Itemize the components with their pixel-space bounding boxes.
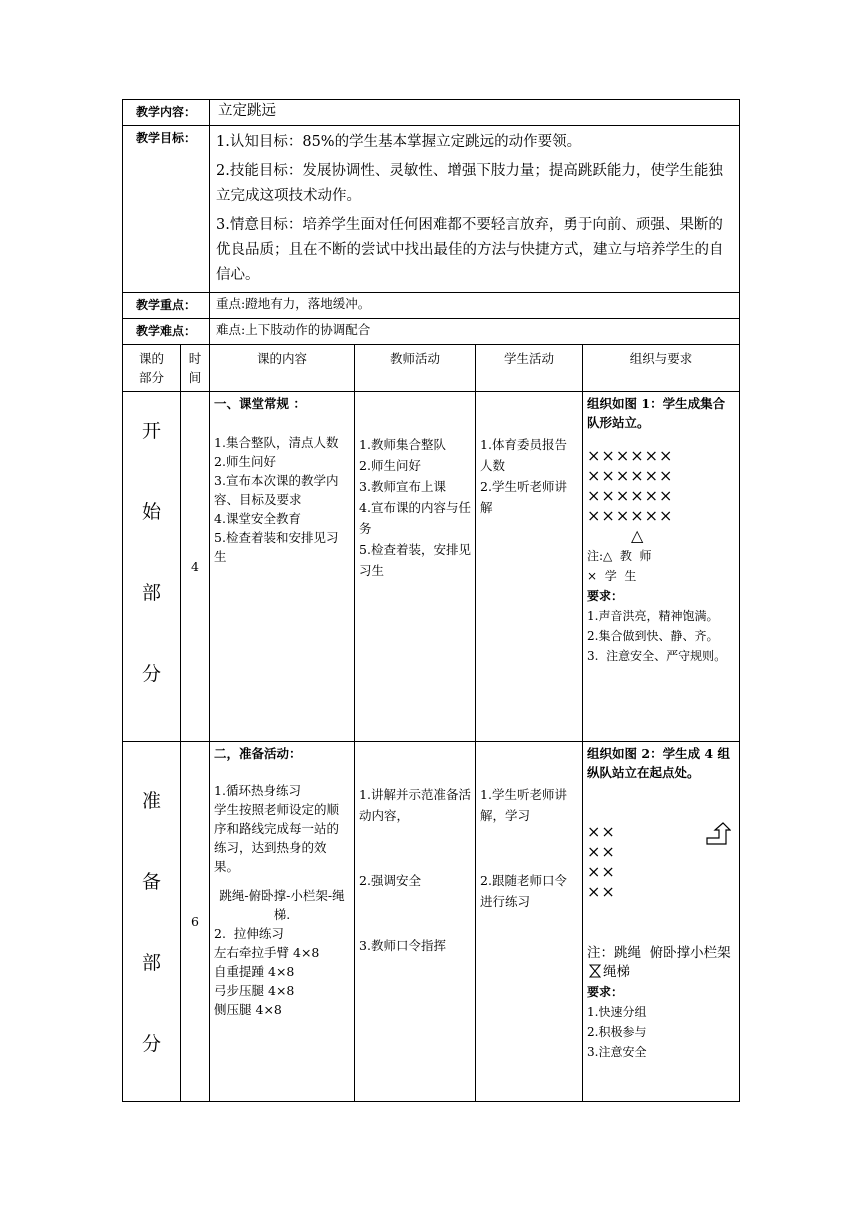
- column-formation-diagram: [587, 822, 735, 902]
- teacher-item: 2.师生问好: [359, 458, 421, 473]
- section-char: 开: [141, 420, 161, 442]
- legend-line: × 学 生: [587, 569, 637, 583]
- header-time-line: 间: [188, 370, 202, 385]
- org-title: 组织如图 1：学生成集合队形站立。: [587, 396, 726, 430]
- content-value: 立定跳远: [210, 100, 740, 126]
- header-org: 组织与要求: [583, 345, 740, 392]
- teacher-item: 1.教师集合整队: [359, 437, 446, 452]
- equipment-note-text: 注：跳绳 俯卧撑小栏架: [587, 945, 731, 961]
- formation-row: ××××××: [587, 446, 674, 465]
- content-title: 一、课堂常规 ：: [214, 396, 306, 411]
- formation-row: ××××××: [587, 466, 674, 485]
- stretch-item: 侧压腿 4×8: [214, 1002, 282, 1017]
- content-item: 3.宣布本次课的教学内容、目标及要求: [214, 473, 339, 507]
- teacher-item: 3.教师口令指挥: [359, 938, 446, 953]
- student-item: 2.学生听老师讲解: [480, 479, 567, 515]
- section-prep-student: [476, 742, 583, 1102]
- section-char: 分: [141, 1033, 161, 1055]
- req-item: 2.积极参与: [587, 1025, 647, 1039]
- header-part: [123, 345, 181, 392]
- student-item: 2.跟随老师口令进行练习: [480, 873, 567, 909]
- teacher-item: 4.宣布课的内容与任务: [359, 500, 471, 536]
- route-arrow-icon: [705, 822, 731, 846]
- section-prep-name: [123, 742, 181, 1102]
- req-item: 1.声音洪亮，精神饱满。: [587, 609, 719, 623]
- student-item: 1.体育委员报告人数: [480, 437, 567, 473]
- formation-diagram: [587, 446, 735, 546]
- teacher-item: 1.讲解并示范准备活动内容，: [359, 787, 471, 823]
- goal-item: 3.情意目标：培养学生面对任何困难都不要轻言放弃，勇于向前、顽强、果断的优良品质；且在不断的尝试中找出最佳的方法与快捷方式，建立与培养学生的自信心。: [216, 217, 724, 283]
- section-start-time: 4: [181, 392, 210, 742]
- goals-label: 教学目标：: [123, 126, 210, 293]
- section-prep-time: 6: [181, 742, 210, 1102]
- stretch-title: 2. 拉伸练习: [214, 926, 284, 941]
- formation-row: ××: [587, 822, 616, 841]
- content-item: 2.师生问好: [214, 454, 276, 469]
- circuit-order: 跳绳-俯卧撑-小栏架-绳梯.: [219, 888, 345, 922]
- header-time: [181, 345, 210, 392]
- req-item: 1.快速分组: [587, 1005, 647, 1019]
- legend-line: 注:△ 教 师: [587, 549, 652, 563]
- difficult-row: [123, 319, 740, 345]
- header-row: [123, 345, 740, 392]
- formation-row: ××××××: [587, 506, 674, 525]
- formation-row: ××: [587, 882, 616, 901]
- lesson-plan-table: [122, 99, 740, 1102]
- header-student: 学生活动: [476, 345, 583, 392]
- section-prep-row: [123, 742, 740, 1102]
- section-char: 始: [141, 501, 161, 523]
- content-item: 学生按照老师设定的顺序和路线完成每一站的练习，达到热身的效果。: [214, 802, 340, 874]
- section-prep-content: [210, 742, 355, 1102]
- section-char: 部: [141, 952, 161, 974]
- section-prep-teacher: [355, 742, 476, 1102]
- goals-row: [123, 126, 740, 293]
- header-teacher: 教师活动: [355, 345, 476, 392]
- section-char: 准: [141, 790, 161, 812]
- key-value: 重点:蹬地有力，落地缓冲。: [210, 293, 740, 319]
- formation-row: ××: [587, 842, 616, 861]
- section-start-org: [583, 392, 740, 742]
- teacher-triangle-icon: △: [631, 526, 644, 545]
- section-char: 分: [141, 663, 161, 685]
- equipment-note: [587, 944, 735, 982]
- req-item: 3. 注意安全、严守规则。: [587, 649, 727, 663]
- section-char: 备: [141, 871, 161, 893]
- content-item: 5.检查着装和安排见习生: [214, 530, 339, 564]
- teacher-item: 3.教师宣布上课: [359, 479, 446, 494]
- student-item: 1.学生听老师讲解，学习: [480, 787, 567, 823]
- goal-item: 2.技能目标：发展协调性、灵敏性、增强下肢力量；提高跳跃能力，使学生能独立完成这项技术动作。: [216, 163, 723, 204]
- req-item: 2.集合做到快、静、齐。: [587, 629, 719, 643]
- key-label: 教学重点：: [123, 293, 210, 319]
- formation-row: ××××××: [587, 486, 674, 505]
- content-item: 1.循环热身练习: [214, 783, 301, 798]
- lesson-plan-page: [122, 99, 739, 1102]
- difficult-value: 难点:上下肢动作的协调配合: [210, 319, 740, 345]
- content-row: [123, 100, 740, 126]
- difficult-label: 教学难点：: [123, 319, 210, 345]
- header-time-line: 时: [188, 351, 202, 366]
- content-item: 1.集合整队，清点人数: [214, 435, 339, 450]
- header-part-line: 部分: [138, 370, 164, 385]
- section-start-content: [210, 392, 355, 742]
- content-label: 教学内容：: [123, 100, 210, 126]
- req-title: 要求：: [587, 985, 624, 999]
- teacher-item: 2.强调安全: [359, 873, 421, 888]
- section-start-teacher: [355, 392, 476, 742]
- stretch-item: 自重提踵 4×8: [214, 964, 295, 979]
- section-start-name: [123, 392, 181, 742]
- header-part-line: 课的: [138, 351, 164, 366]
- goals-content: [210, 126, 740, 293]
- content-title: 二，准备活动：: [214, 746, 302, 761]
- section-start-row: [123, 392, 740, 742]
- req-item: 3.注意安全: [587, 1045, 647, 1059]
- section-prep-org: [583, 742, 740, 1102]
- equipment-note-tail: 绳梯: [603, 964, 631, 980]
- req-title: 要求：: [587, 589, 624, 603]
- formation-row: ××: [587, 862, 616, 881]
- key-row: [123, 293, 740, 319]
- goal-item: 1.认知目标：85%的学生基本掌握立定跳远的动作要领。: [216, 134, 582, 150]
- section-start-student: [476, 392, 583, 742]
- hourglass-icon: [589, 964, 601, 978]
- stretch-item: 弓步压腿 4×8: [214, 983, 295, 998]
- teacher-item: 5.检查着装，安排见习生: [359, 542, 471, 578]
- header-content: 课的内容: [210, 345, 355, 392]
- stretch-item: 左右牵拉手臂 4×8: [214, 945, 320, 960]
- content-item: 4.课堂安全教育: [214, 511, 301, 526]
- section-char: 部: [141, 582, 161, 604]
- org-title: 组织如图 2：学生成 4 组纵队站立在起点处。: [587, 746, 730, 780]
